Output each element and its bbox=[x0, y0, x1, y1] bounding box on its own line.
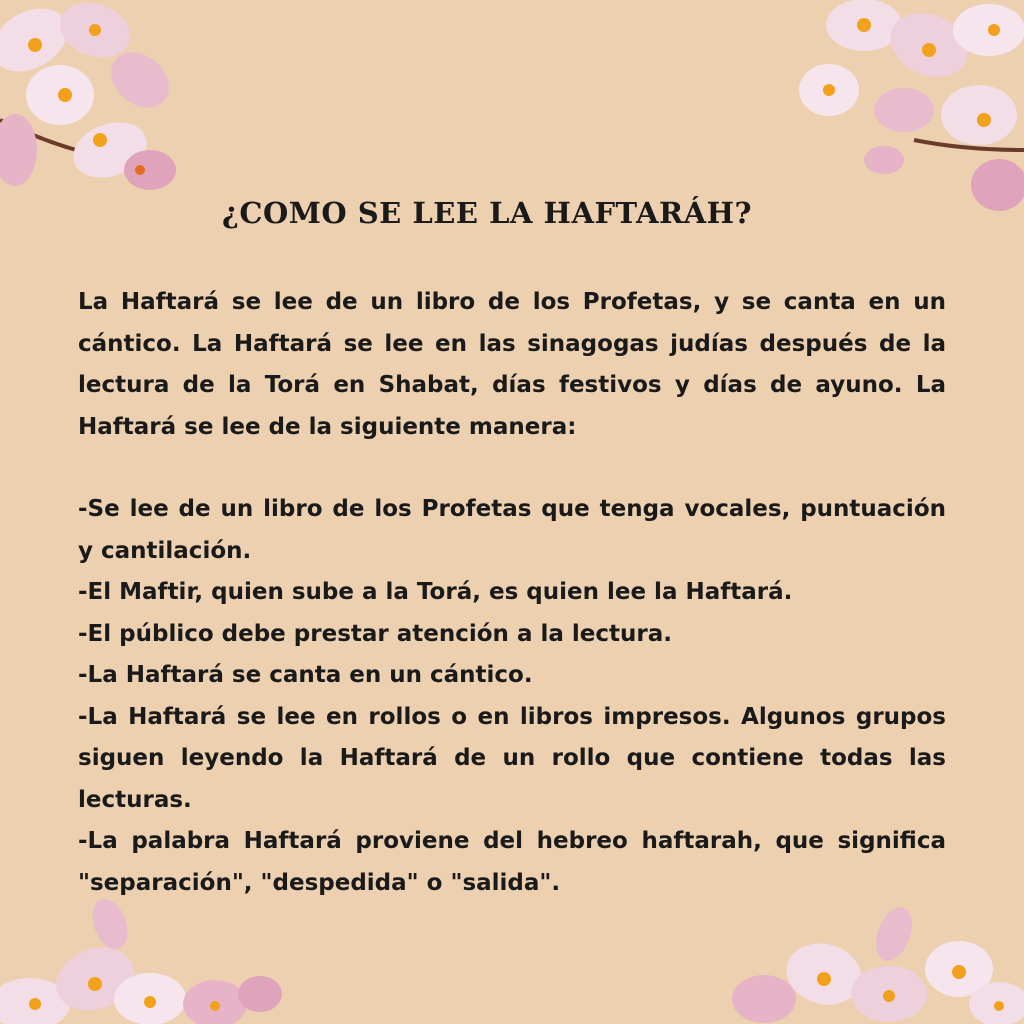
list-item: -El público debe prestar atención a la lectura. bbox=[78, 620, 672, 647]
list-item: -La Haftará se canta en un cántico. bbox=[78, 662, 533, 688]
page-title: ¿COMO SE LEE LA HAFTARÁH? bbox=[221, 196, 753, 230]
paragraph-spacer bbox=[78, 448, 946, 489]
orchid-flowers-icon bbox=[0, 894, 300, 1024]
list-item: -La palabra Haftará proviene del hebreo haftarah, que significa "separación", "despedida" o "salida". bbox=[78, 828, 946, 896]
list-item: -La Haftará se lee en rollos o en libros impresos. Algunos grupos siguen leyendo la Haftará de un rollo que contiene todas las lecturas. bbox=[78, 703, 946, 813]
orchid-flowers-icon bbox=[724, 894, 1024, 1024]
body-text bbox=[78, 282, 946, 904]
intro-paragraph: La Haftará se lee de un libro de los Profetas, y se canta en un cántico. La Haftará se lee en las sinagogas judías después de la lectura de la Torá en Shabat, días festivos y días de ayuno. La Haftará se lee de la siguiente manera: bbox=[78, 289, 946, 440]
list-item: -El Maftir, quien sube a la Torá, es quien lee la Haftará. bbox=[78, 579, 793, 605]
list-item: -Se lee de un libro de los Profetas que tenga vocales, puntuación y cantilación. bbox=[78, 496, 946, 564]
